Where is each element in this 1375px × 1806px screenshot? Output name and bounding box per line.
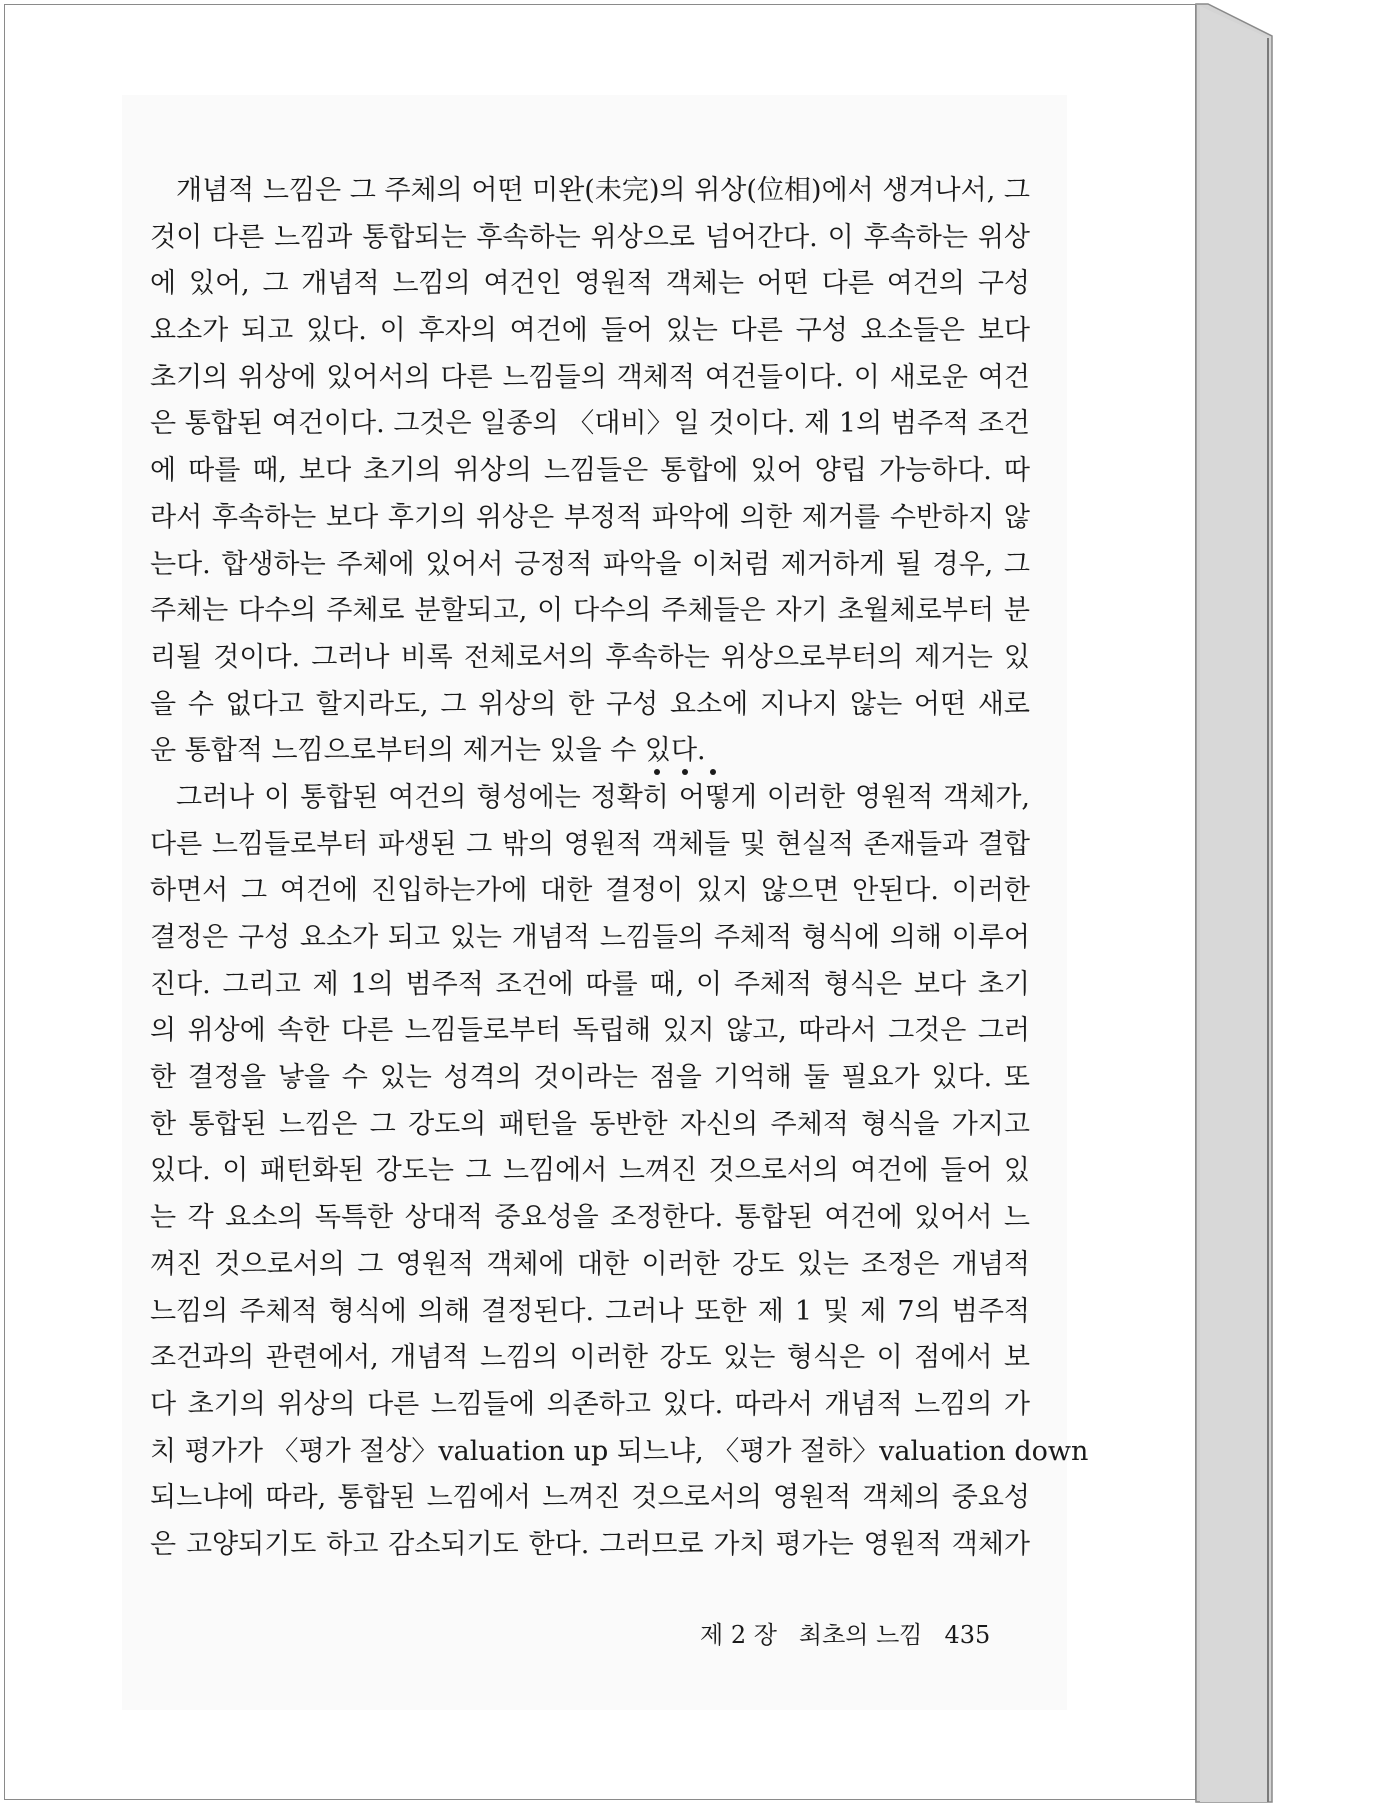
text-line: 의 위상에 속한 다른 느낌들로부터 독립해 있지 않고, 따라서 그것은 그러 xyxy=(150,1015,1030,1047)
text-line: 는다. 합생하는 주체에 있어서 긍정적 파악을 이처럼 제거하게 될 경우, 그 xyxy=(150,548,1030,580)
text-line: 을 수 없다고 할지라도, 그 위상의 한 구성 요소에 지나지 않는 어떤 새로 xyxy=(150,688,1030,720)
text-line: 은 고양되기도 하고 감소되기도 한다. 그러므로 가치 평가는 영원적 객체가 xyxy=(150,1528,1030,1560)
text-line: 있다. 이 패턴화된 강도는 그 느낌에서 느껴진 것으로서의 여건에 들어 있 xyxy=(150,1155,1030,1187)
text-line: 진다. 그리고 제 1의 범주적 조건에 따를 때, 이 주체적 형식은 보다 초기 xyxy=(150,968,1030,1000)
text-line: 리될 것이다. 그러나 비록 전체로서의 후속하는 위상으로부터의 제거는 있 xyxy=(150,641,1030,673)
text-line: 에 있어, 그 개념적 느낌의 여건인 영원적 객체는 어떤 다른 여건의 구성 xyxy=(150,268,1030,300)
text-line: 요소가 되고 있다. 이 후자의 여건에 들어 있는 다른 구성 요소들은 보다 xyxy=(150,315,1030,347)
text-line: 느낌의 주체적 형식에 의해 결정된다. 그러나 또한 제 1 및 제 7의 범주적 xyxy=(150,1295,1030,1327)
chapter-title: 최초의 느낌 xyxy=(798,1621,923,1649)
text-line: 다 초기의 위상의 다른 느낌들에 의존하고 있다. 따라서 개념적 느낌의 가 xyxy=(150,1388,1030,1420)
paragraph-1 xyxy=(150,168,1030,775)
text-line: 껴진 것으로서의 그 영원적 객체에 대한 이러한 강도 있는 조정은 개념적 xyxy=(150,1248,1030,1280)
text-line: 되느냐에 따라, 통합된 느낌에서 느껴진 것으로서의 영원적 객체의 중요성 xyxy=(150,1482,1030,1514)
chapter-label: 제 2 장 xyxy=(700,1621,777,1649)
text-line: 개념적 느낌은 그 주체의 어떤 미완(未完)의 위상(位相)에서 생겨나서, 그 xyxy=(176,175,1030,206)
text-line: 하면서 그 여건에 진입하는가에 대한 결정이 있지 않으면 안된다. 이러한 xyxy=(150,875,1030,907)
text-line: 한 결정을 낳을 수 있는 성격의 것이라는 점을 기억해 둘 필요가 있다. 또 xyxy=(150,1062,1030,1094)
running-footer xyxy=(700,1615,1030,1650)
text-line: 라서 후속하는 보다 후기의 위상은 부정적 파악에 의한 제거를 수반하지 않 xyxy=(150,501,1030,533)
text-line: 것이 다른 느낌과 통합되는 후속하는 위상으로 넘어간다. 이 후속하는 위상 xyxy=(150,221,1030,253)
text-line: 운 통합적 느낌으로부터의 제거는 있을 수 있다. xyxy=(150,735,706,767)
text-line: 초기의 위상에 있어서의 다른 느낌들의 객체적 여건들이다. 이 새로운 여건 xyxy=(150,361,1030,393)
text-line: 치 평가가 〈평가 절상〉valuation up 되느냐, 〈평가 절하〉valuation down xyxy=(150,1435,1089,1467)
text-line: 주체는 다수의 주체로 분할되고, 이 다수의 주체들은 자기 초월체로부터 분 xyxy=(150,595,1030,627)
text-line: 에 따를 때, 보다 초기의 위상의 느낌들은 통합에 있어 양립 가능하다. 따 xyxy=(150,455,1030,487)
text-line: 그러나 이 통합된 여건의 형성에는 정확히 어떻게 이러한 영원적 객체가, xyxy=(176,781,1030,813)
text-line: 은 통합된 여건이다. 그것은 일종의 〈대비〉일 것이다. 제 1의 범주적 조건 xyxy=(150,408,1030,440)
text-line: 다른 느낌들로부터 파생된 그 밖의 영원적 객체들 및 현실적 존재들과 결합 xyxy=(150,828,1030,860)
emphasis-dots xyxy=(652,769,732,781)
text-line: 조건과의 관련에서, 개념적 느낌의 이러한 강도 있는 형식은 이 점에서 보 xyxy=(150,1342,1030,1374)
text-line: 는 각 요소의 독특한 상대적 중요성을 조정한다. 통합된 여건에 있어서 느 xyxy=(150,1202,1030,1234)
body-text xyxy=(150,168,1089,1569)
text-line: 한 통합된 느낌은 그 강도의 패턴을 동반한 자신의 주체적 형식을 가지고 xyxy=(150,1108,1030,1140)
text-line: 결정은 구성 요소가 되고 있는 개념적 느낌들의 주체적 형식에 의해 이루어 xyxy=(150,922,1030,953)
page-number: 435 xyxy=(944,1621,991,1649)
paragraph-2 xyxy=(150,775,1089,1569)
